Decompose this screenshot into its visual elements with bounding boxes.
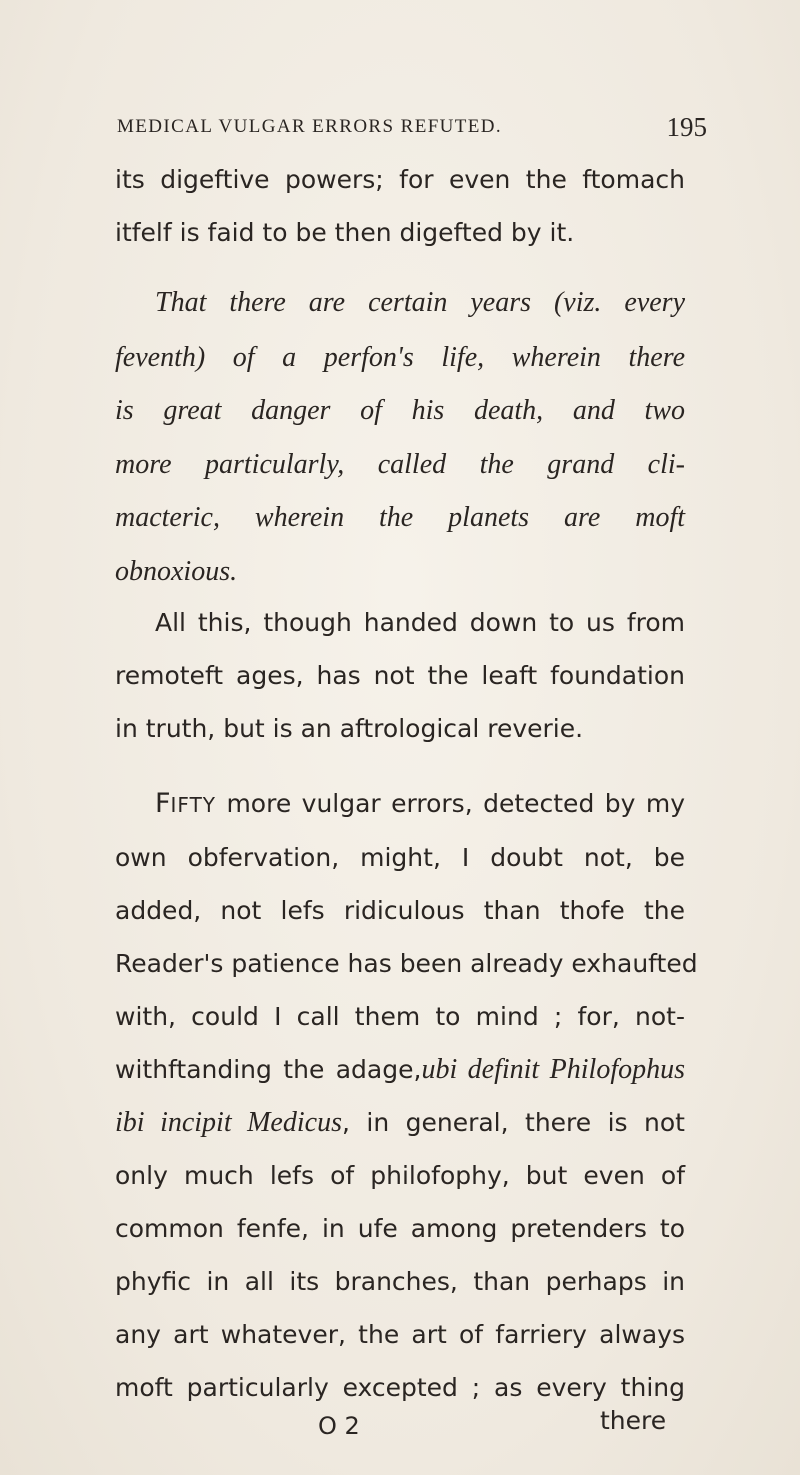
- text-line: its digeftive powers; for even the ftomach: [115, 165, 685, 194]
- italic-line: macteric, wherein the planets are moft: [115, 502, 685, 533]
- italic-line: feventh) of a perfon's life, wherein there: [115, 342, 685, 373]
- italic-line: more particularly, called the grand cli-: [115, 449, 685, 480]
- latin-quote: ibi incipit Medicus: [115, 1107, 342, 1138]
- small-caps-rest: IFTY: [170, 793, 217, 817]
- italic-line: obnoxious.: [115, 556, 238, 587]
- page-header: [117, 112, 707, 148]
- italic-line: is great danger of his death, and two: [115, 395, 685, 426]
- text-line: any art whatever, the art of farriery always: [115, 1320, 685, 1349]
- text-line: only much lefs of philofophy, but even of: [115, 1161, 685, 1190]
- text-line: itfelf is faid to be then digefted by it.: [115, 218, 575, 247]
- text-line: remoteft ages, has not the leaft foundation: [115, 661, 685, 690]
- text-line: [155, 784, 685, 824]
- text-line: All this, though handed down to us from: [155, 608, 685, 637]
- text-line: with, could I call them to mind ; for, not-: [115, 1002, 685, 1031]
- line-plain: withftanding the adage,: [115, 1055, 422, 1084]
- text-line: in truth, but is an aftrological reverie.: [115, 714, 584, 743]
- latin-quote: ubi definit Philofophus: [421, 1054, 685, 1085]
- italic-line: That there are certain years (viz. every: [155, 287, 685, 318]
- page-number: 195: [666, 112, 707, 142]
- text-line: own obfervation, might, I doubt not, be: [115, 843, 685, 872]
- text-line: phyfic in all its branches, than perhaps in: [115, 1267, 685, 1296]
- running-head: MEDICAL VULGAR ERRORS REFUTED.: [117, 116, 503, 137]
- text-line: [115, 1103, 685, 1143]
- small-caps-initial: F: [155, 788, 171, 819]
- catchword: there: [600, 1406, 667, 1435]
- text-line: common fenfe, in ufe among pretenders to: [115, 1214, 685, 1243]
- text-line: added, not lefs ridiculous than thofe the: [115, 896, 685, 925]
- text-line: Reader's patience has been already exhaufted: [115, 949, 698, 978]
- line-rest: more vulgar errors, detected by my: [216, 789, 685, 818]
- signature-mark: O 2: [318, 1412, 360, 1440]
- text-line: [115, 1050, 685, 1090]
- text-line: moft particularly excepted ; as every thing: [115, 1373, 685, 1402]
- line-plain: , in general, there is not: [341, 1108, 685, 1137]
